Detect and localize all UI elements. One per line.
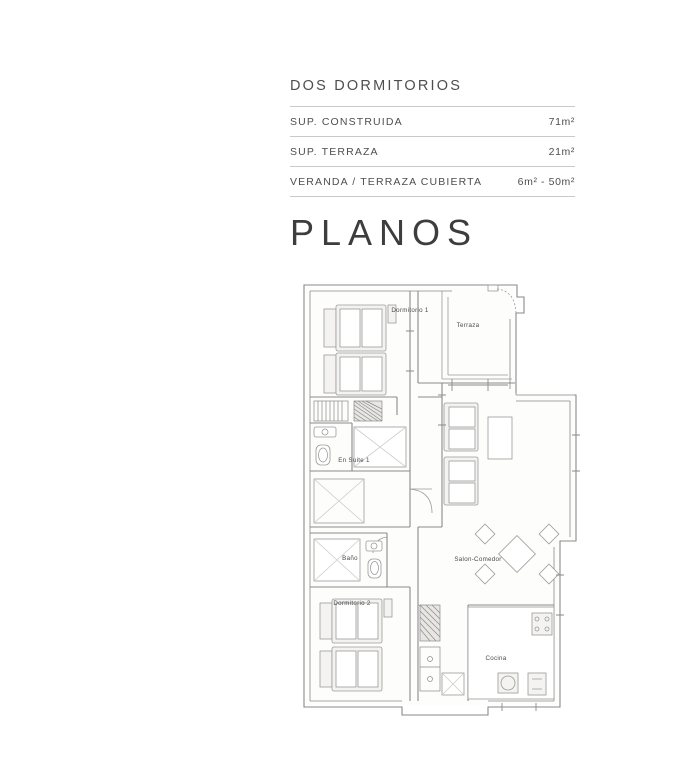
room-label-salon-comedor: Salon-Comedor — [454, 556, 502, 563]
room-label-en-suite-1: En Suite 1 — [338, 457, 370, 464]
spec-value: 6m² - 50m² — [517, 176, 575, 188]
specification-block — [290, 78, 575, 197]
spec-row-construida — [290, 107, 575, 137]
spec-label: SUP. TERRAZA — [290, 146, 379, 158]
spec-label: VERANDA / TERRAZA CUBIERTA — [290, 176, 483, 188]
room-label-cocina: Cocina — [485, 655, 507, 662]
spec-value: 21m² — [548, 146, 575, 158]
room-label-terraza: Terraza — [456, 322, 480, 329]
room-label-dormitorio-2: Dormitorio 2 — [333, 600, 371, 607]
floorplan-drawing — [292, 275, 592, 720]
room-label-bano: Baño — [342, 555, 358, 562]
spec-value: 71m² — [548, 116, 575, 128]
spec-row-veranda — [290, 167, 575, 197]
section-heading: PLANOS — [290, 212, 479, 253]
spec-label: SUP. CONSTRUIDA — [290, 116, 403, 128]
spec-row-terraza — [290, 137, 575, 167]
room-label-dormitorio-1: Dormitorio 1 — [391, 307, 429, 314]
page-title: DOS DORMITORIOS — [290, 78, 575, 107]
